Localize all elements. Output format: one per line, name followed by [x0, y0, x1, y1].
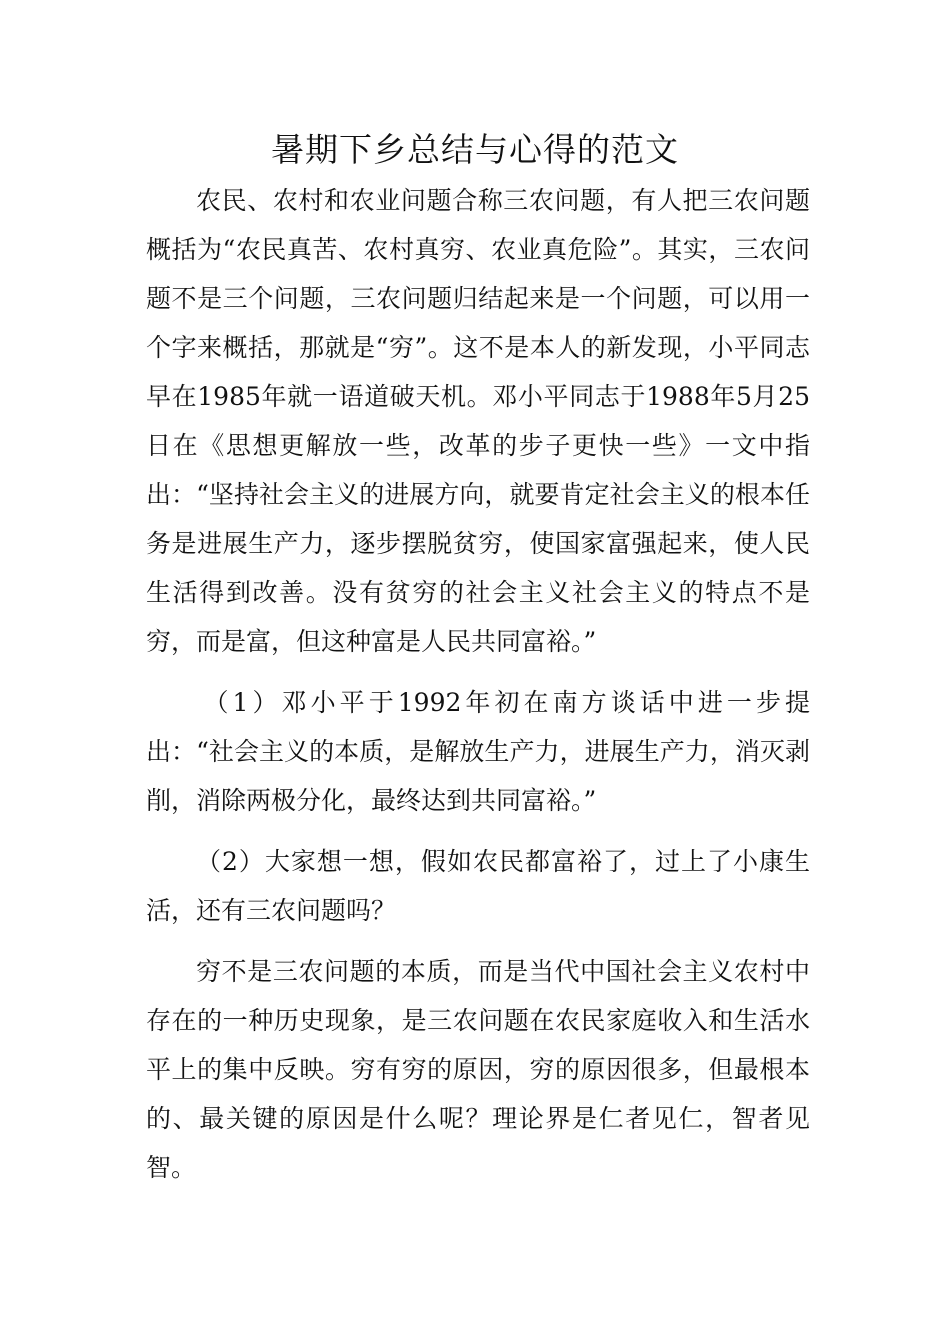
- document-body: [146, 176, 810, 1192]
- document-title: 暑期下乡总结与心得的范文: [271, 130, 679, 169]
- paragraph-intro: 农民、农村和农业问题合称三农问题，有人把三农问题概括为“农民真苦、农村真穷、农业真危险”。其实，三农问题不是三个问题，三农问题归结起来是一个问题，可以用一个字来概括，那就是“穷”。这不是本人的新发现，小平同志早在1985年就一语道破天机。邓小平同志于1988年5月25日在《思想更解放一些，改革的步子更快一些》一文中指出：“坚持社会主义的进展方向，就要肯定社会主义的根本任务是进展生产力，逐步摆脱贫穷，使国家富强起来，使人民生活得到改善。没有贫穷的社会主义社会主义的特点不是穷，而是富，但这种富是人民共同富裕。”: [146, 186, 810, 656]
- paragraph-conclusion: 穷不是三农问题的本质，而是当代中国社会主义农村中存在的一种历史现象，是三农问题在农民家庭收入和生活水平上的集中反映。穷有穷的原因，穷的原因很多，但最根本的、最关键的原因是什么呢？理论界是仁者见仁，智者见智。: [146, 957, 810, 1182]
- paragraph-point-2: （2）大家想一想，假如农民都富裕了，过上了小康生活，还有三农问题吗？: [146, 847, 810, 925]
- paragraph-point-1: （1）邓小平于1992年初在南方谈话中进一步提出：“社会主义的本质，是解放生产力，进展生产力，消灭剥削，消除两极分化，最终达到共同富裕。”: [146, 688, 810, 815]
